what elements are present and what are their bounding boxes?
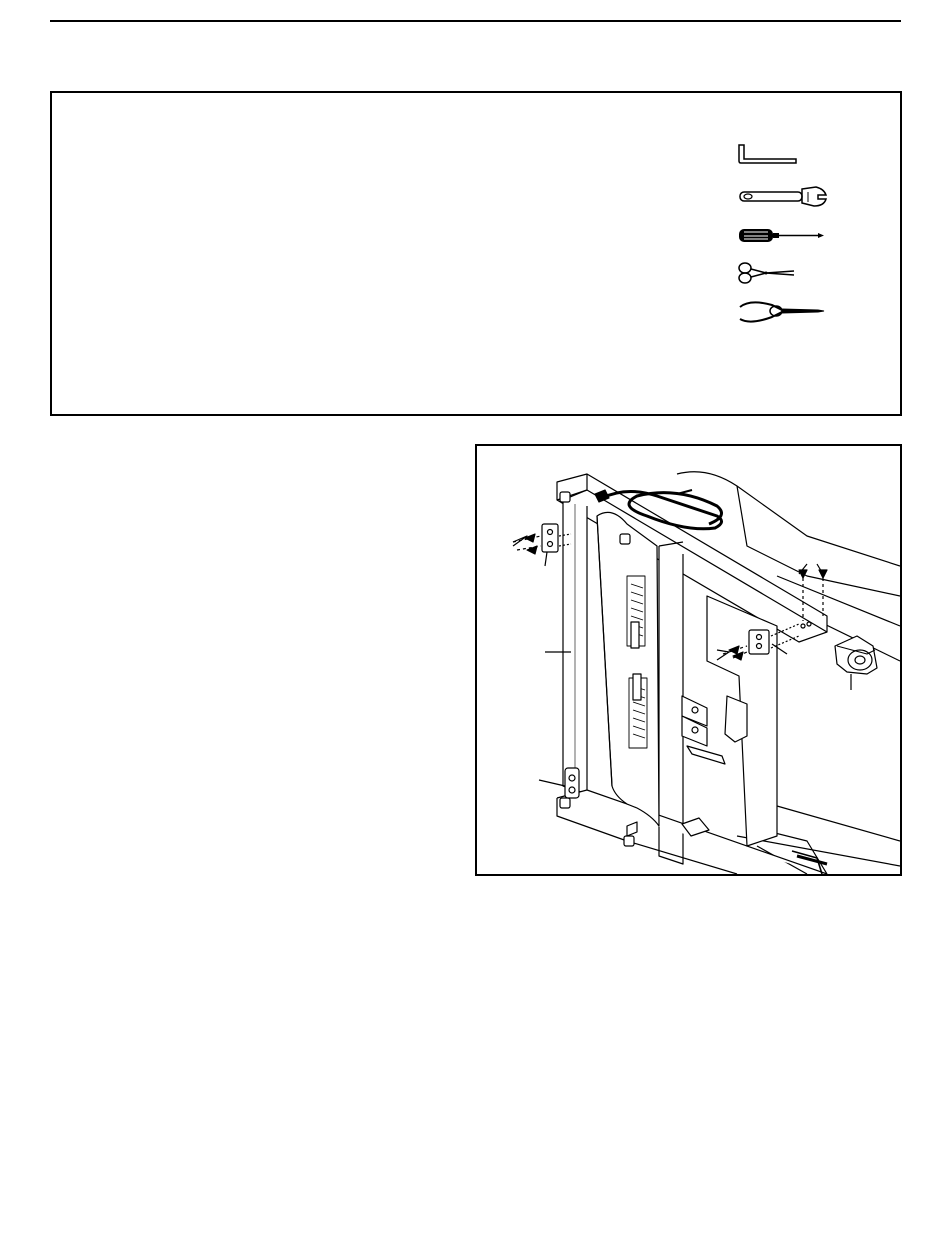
- left-bracket: [542, 524, 558, 552]
- phillips-screwdriver-icon: [736, 225, 828, 247]
- scissors-icon: [736, 261, 798, 285]
- adjustable-wrench-icon: [736, 183, 832, 209]
- header-rule: [50, 20, 901, 22]
- hex-key-icon: [736, 143, 798, 167]
- assembly-figure: [475, 444, 902, 876]
- console-panel: [597, 512, 659, 826]
- needlenose-pliers-icon: [736, 297, 828, 327]
- right-bracket: [749, 630, 769, 654]
- assembly-drawing: [477, 446, 900, 874]
- tools-box: [50, 91, 902, 416]
